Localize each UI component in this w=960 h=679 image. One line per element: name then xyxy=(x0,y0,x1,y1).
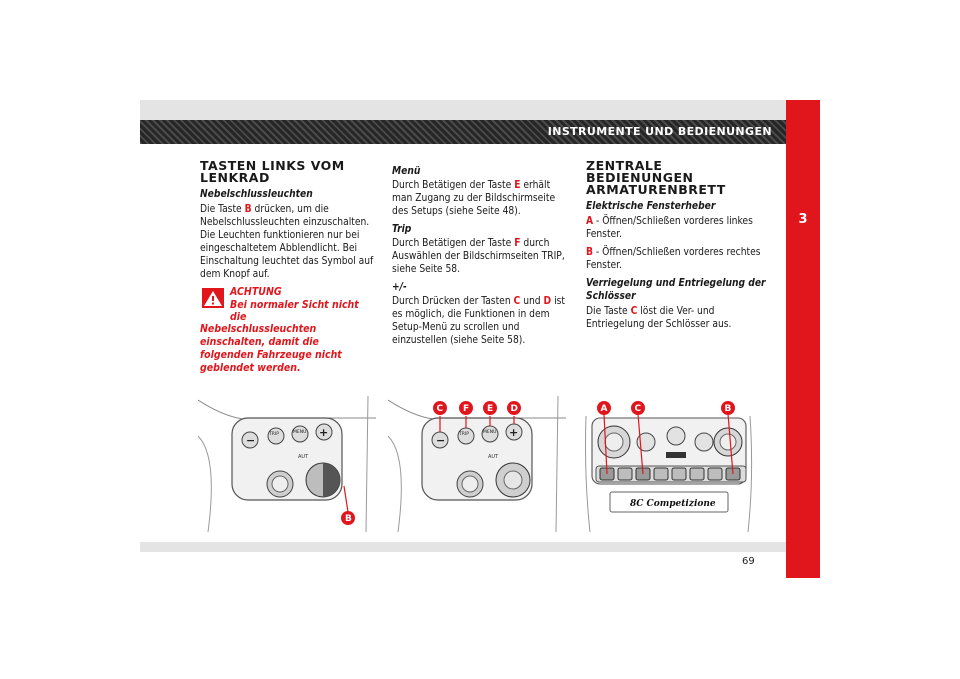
column-menu-trip xyxy=(392,165,572,352)
mode-dial xyxy=(695,433,713,451)
chapter-tab xyxy=(786,100,820,578)
column-left-steering-buttons xyxy=(200,160,375,375)
air-distribution-dial xyxy=(667,427,685,445)
paragraph-window-left: A - Öffnen/Schließen vorderes linkes Fenster. xyxy=(586,216,753,240)
bottom-grey-bar xyxy=(140,542,786,552)
subheading-door-locking: Verriegelung und Entriegelung der Schlösser xyxy=(586,278,766,302)
dashboard-outline xyxy=(388,400,566,420)
console-edge-right xyxy=(748,416,752,532)
column-central-controls xyxy=(586,160,766,336)
trip-button-label: TRIP xyxy=(269,432,279,437)
dashboard-edge-right xyxy=(366,396,368,532)
callout-b3-label: B xyxy=(724,404,732,414)
aut-label: AUT xyxy=(488,454,499,460)
header-band xyxy=(140,120,786,144)
dashboard-edge xyxy=(388,436,401,532)
section-header-title: INSTRUMENTE UND BEDIENUNGEN xyxy=(547,125,772,138)
section-title-left-buttons: TASTEN LINKS VOM LENKRAD xyxy=(200,158,345,185)
fog-knob-center xyxy=(272,476,288,492)
trip-button-label: TRIP xyxy=(459,432,469,437)
warning-text-first: Bei normaler Sicht nicht die xyxy=(230,299,359,323)
callout-c3-label: C xyxy=(634,404,642,414)
right-dial-center xyxy=(720,434,736,450)
minus-symbol: − xyxy=(246,434,256,447)
key-letter-c: C xyxy=(513,296,521,307)
subheading-plus-minus: +/- xyxy=(392,282,407,293)
key-letter-d: D xyxy=(543,296,552,307)
paragraph-fog-lights: Die Taste B drücken, um die Nebelschlussleuchten einzuschalten. Die Leuchten funktionieren nur bei eingeschaltetem Abblendlicht. Bei Einschaltung leuchtet das Symbol auf dem Knopf auf. xyxy=(200,204,374,280)
paragraph-trip: Durch Betätigen der Taste F durch Auswählen der Bildschirmseiten TRIP, siehe Seite 58. xyxy=(392,238,565,275)
callout-a-label: A xyxy=(600,404,608,414)
callout-c-label: C xyxy=(436,404,444,414)
dashboard-outline xyxy=(198,400,376,420)
callout-e-label: E xyxy=(487,404,494,414)
key-letter-f: F xyxy=(514,238,521,249)
fog-knob-center xyxy=(462,476,478,492)
top-grey-bar xyxy=(140,100,786,120)
paragraph-door-locking: Die Taste C löst die Ver- und Entriegelung der Schlösser aus. xyxy=(586,306,732,330)
warning-block xyxy=(200,286,375,375)
section-title-central-controls: ZENTRALE BEDIENUNGEN ARMATURENBRETT xyxy=(586,158,726,197)
climate-display xyxy=(666,452,686,458)
key-letter-c-lock: C xyxy=(630,306,638,317)
plus-symbol: + xyxy=(509,426,519,439)
figure-center-console xyxy=(582,396,760,532)
console-edge-left xyxy=(586,416,591,532)
left-dial-center xyxy=(605,433,623,451)
minus-symbol: − xyxy=(436,434,446,447)
key-letter-b: B xyxy=(244,204,252,215)
menu-button-label: MENU xyxy=(483,430,497,435)
aut-label: AUT xyxy=(298,454,309,460)
switch-7 xyxy=(708,468,722,480)
dashboard-edge-right xyxy=(556,396,558,532)
callout-b-label: B xyxy=(345,514,352,524)
figure-left-controls-menu xyxy=(388,396,566,532)
paragraph-window-right: B - Öffnen/Schließen vorderes rechtes Fenster. xyxy=(586,247,761,271)
subheading-power-windows: Elektrische Fensterheber xyxy=(586,201,716,212)
switch-6 xyxy=(690,468,704,480)
figure-left-controls-fog xyxy=(198,396,376,532)
callout-f-label: F xyxy=(463,404,470,414)
callout-d-label: D xyxy=(510,404,518,414)
subheading-trip: Trip xyxy=(392,224,412,235)
callout-line-b xyxy=(344,486,348,512)
light-switch-center xyxy=(504,471,522,489)
warning-title: ACHTUNG xyxy=(230,286,282,298)
plus-symbol: + xyxy=(319,426,329,439)
key-letter-e: E xyxy=(514,180,521,191)
chapter-number: 3 xyxy=(798,212,808,227)
page-number: 69 xyxy=(742,556,755,567)
switch-5 xyxy=(672,468,686,480)
warning-triangle-icon xyxy=(202,288,224,308)
subheading-fog-lights: Nebelschlussleuchten xyxy=(200,189,313,200)
paragraph-plus-minus: Durch Drücken der Tasten C und D ist es möglich, die Funktionen in dem Setup-Menü zu scrollen und einzustellen (siehe Seite 58). xyxy=(392,296,565,346)
subheading-menu: Menü xyxy=(392,166,421,177)
warning-text-rest: Nebelschlussleuchten einschalten, damit die folgenden Fahrzeuge nicht geblendet werden. xyxy=(200,323,342,374)
switch-2 xyxy=(618,468,632,480)
key-letter-b-window: B xyxy=(586,247,593,258)
menu-button-label: MENU xyxy=(293,430,307,435)
switch-4 xyxy=(654,468,668,480)
competizione-logo: 8C Competizione xyxy=(630,499,716,509)
dashboard-edge xyxy=(198,436,211,532)
paragraph-menu: Durch Betätigen der Taste E erhält man Zugang zu der Bildschirmseite des Setups (siehe Seite 48). xyxy=(392,180,556,217)
key-letter-a: A xyxy=(586,216,594,227)
